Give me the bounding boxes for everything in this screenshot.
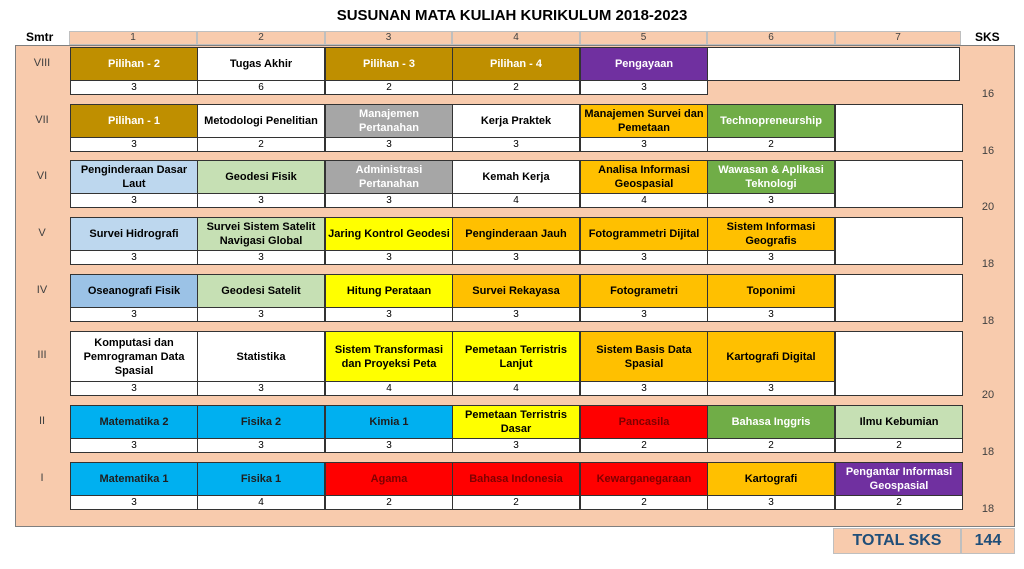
course-cell: Pengayaan [580,47,708,81]
course-cell: Ilmu Kebumian [835,405,963,439]
course-credit: 2 [325,495,453,510]
semester-label: V [38,226,46,239]
course-cell: Toponimi [707,274,835,308]
course-cell: Kartografi Digital [707,331,835,382]
course-credit: 3 [580,80,708,95]
total-sks-value: 144 [961,528,1015,554]
course-credit: 3 [452,137,580,152]
course-cell: Pilihan - 4 [452,47,580,81]
semester-label: II [38,414,46,427]
course-credit: 4 [452,381,580,396]
course-cell: Survei Hidrografi [70,217,198,251]
page-title: SUSUNAN MATA KULIAH KURIKULUM 2018-2023 [336,7,688,24]
course-credit: 3 [580,307,708,322]
column-header-2: 2 [197,31,325,45]
semester-label: III [37,349,47,361]
course-cell: Administrasi Pertanahan [325,160,453,194]
course-cell: Komputasi dan Pemrograman Data Spasial [70,331,198,382]
course-credit: 3 [70,307,198,322]
course-credit: 3 [70,495,198,510]
course-cell: Manajemen Survei dan Pemetaan [580,104,708,138]
course-cell: Bahasa Indonesia [452,462,580,496]
course-cell: Jaring Kontrol Geodesi [325,217,453,251]
course-cell: Statistika [197,331,325,382]
course-cell: Technopreneurship [707,104,835,138]
course-credit: 3 [197,307,325,322]
course-credit: 3 [70,193,198,208]
course-credit: 2 [707,137,835,152]
course-credit: 6 [197,80,325,95]
semester-sks: 18 [981,315,995,327]
course-credit: 3 [580,381,708,396]
course-cell: Pilihan - 2 [70,47,198,81]
course-cell: Bahasa Inggris [707,405,835,439]
semester-label: I [40,471,44,484]
course-credit: 3 [70,438,198,453]
course-credit: 3 [70,137,198,152]
semester-sks: 18 [981,258,995,270]
column-header-1: 1 [69,31,197,45]
course-credit: 3 [707,381,835,396]
course-cell: Pancasila [580,405,708,439]
semester-label: VII [35,113,49,126]
course-credit: 2 [452,80,580,95]
course-credit: 3 [70,250,198,265]
semester-sks: 16 [981,145,995,157]
semester-label: IV [36,283,48,296]
course-credit: 2 [325,80,453,95]
course-cell: Pemetaan Terristris Dasar [452,405,580,439]
semester-sks: 18 [981,503,995,515]
empty-cell [835,217,963,265]
semester-label: VI [36,169,48,182]
semester-sks: 16 [981,88,995,100]
course-credit: 3 [452,250,580,265]
course-cell: Survei Rekayasa [452,274,580,308]
course-cell: Fisika 2 [197,405,325,439]
course-credit: 3 [325,307,453,322]
empty-cell [835,160,963,208]
course-cell: Manajemen Pertanahan [325,104,453,138]
course-credit: 3 [452,438,580,453]
course-credit: 2 [580,495,708,510]
semester-sks: 20 [981,389,995,401]
empty-cell [835,331,963,396]
course-credit: 4 [580,193,708,208]
course-credit: 2 [452,495,580,510]
course-cell: Geodesi Satelit [197,274,325,308]
course-cell: Hitung Perataan [325,274,453,308]
course-cell: Penginderaan Dasar Laut [70,160,198,194]
course-credit: 3 [325,137,453,152]
course-credit: 3 [325,438,453,453]
course-cell: Sistem Informasi Geografis [707,217,835,251]
course-cell: Metodologi Penelitian [197,104,325,138]
course-credit: 3 [325,193,453,208]
course-credit: 2 [197,137,325,152]
total-sks-label: TOTAL SKS [833,528,961,554]
course-cell: Kemah Kerja [452,160,580,194]
course-cell: Pilihan - 1 [70,104,198,138]
course-credit: 3 [325,250,453,265]
course-credit: 2 [707,438,835,453]
course-credit: 3 [70,381,198,396]
course-cell: Sistem Basis Data Spasial [580,331,708,382]
course-credit: 3 [580,137,708,152]
course-credit: 2 [580,438,708,453]
course-credit: 3 [197,250,325,265]
course-credit: 3 [197,438,325,453]
empty-cell [835,274,963,322]
semester-sks: 18 [981,446,995,458]
course-credit: 4 [325,381,453,396]
course-cell: Fotogrametri [580,274,708,308]
course-cell: Kerja Praktek [452,104,580,138]
column-header-5: 5 [580,31,707,45]
course-cell: Sistem Transformasi dan Proyeksi Peta [325,331,453,382]
course-credit: 3 [197,193,325,208]
course-cell: Geodesi Fisik [197,160,325,194]
course-credit: 3 [707,193,835,208]
course-credit: 3 [580,250,708,265]
course-cell: Pemetaan Terristris Lanjut [452,331,580,382]
course-cell: Oseanografi Fisik [70,274,198,308]
course-credit: 3 [452,307,580,322]
course-credit: 3 [707,307,835,322]
sks-header: SKS [975,30,1000,44]
semester-label: VIII [33,56,51,69]
course-cell: Penginderaan Jauh [452,217,580,251]
course-credit: 3 [70,80,198,95]
empty-cell [835,104,963,152]
course-cell: Survei Sistem Satelit Navigasi Global [197,217,325,251]
column-header-6: 6 [707,31,835,45]
course-cell: Tugas Akhir [197,47,325,81]
course-cell: Fotogrammetri Dijital [580,217,708,251]
course-cell: Matematika 2 [70,405,198,439]
course-credit: 3 [197,381,325,396]
column-header-3: 3 [325,31,452,45]
course-cell: Matematika 1 [70,462,198,496]
course-cell: Wawasan & Aplikasi Teknologi [707,160,835,194]
course-cell: Pengantar Informasi Geospasial [835,462,963,496]
course-cell: Kartografi [707,462,835,496]
course-cell: Kewarganegaraan [580,462,708,496]
semester-header: Smtr [26,30,54,44]
course-cell: Pilihan - 3 [325,47,453,81]
course-credit: 2 [835,495,963,510]
course-credit: 2 [835,438,963,453]
semester-sks: 20 [981,201,995,213]
course-credit: 3 [707,250,835,265]
empty-cell [707,47,960,81]
course-cell: Analisa Informasi Geospasial [580,160,708,194]
course-credit: 4 [197,495,325,510]
course-credit: 4 [452,193,580,208]
column-header-7: 7 [835,31,961,45]
column-header-4: 4 [452,31,580,45]
course-cell: Agama [325,462,453,496]
course-cell: Fisika 1 [197,462,325,496]
course-cell: Kimia 1 [325,405,453,439]
course-credit: 3 [707,495,835,510]
